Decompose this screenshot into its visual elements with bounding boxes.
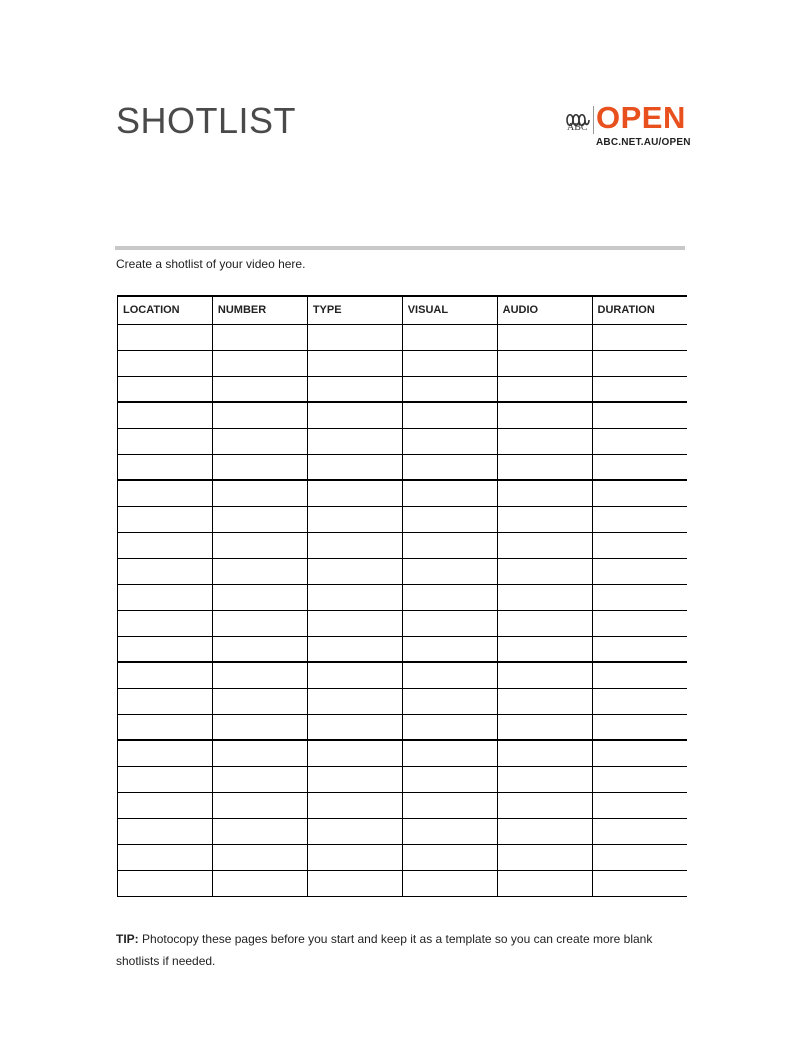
table-cell-type bbox=[307, 636, 402, 662]
table-cell-number bbox=[212, 766, 307, 792]
table-cell-duration bbox=[592, 350, 687, 376]
table-cell-location bbox=[118, 636, 213, 662]
table-cell-audio bbox=[497, 610, 592, 636]
table-cell-location bbox=[118, 350, 213, 376]
table-cell-duration bbox=[592, 714, 687, 740]
table-cell-audio bbox=[497, 636, 592, 662]
table-cell-number bbox=[212, 454, 307, 480]
table-cell-audio bbox=[497, 532, 592, 558]
table-cell-audio bbox=[497, 402, 592, 428]
table-cell-type bbox=[307, 766, 402, 792]
table-row bbox=[118, 402, 688, 428]
table-cell-duration bbox=[592, 870, 687, 896]
table-cell-location bbox=[118, 532, 213, 558]
table-cell-location bbox=[118, 766, 213, 792]
table-cell-visual bbox=[402, 584, 497, 610]
table-cell-duration bbox=[592, 532, 687, 558]
table-cell-number bbox=[212, 402, 307, 428]
table-cell-audio bbox=[497, 584, 592, 610]
table-cell-type bbox=[307, 428, 402, 454]
column-header-duration: DURATION bbox=[592, 296, 687, 324]
table-cell-visual bbox=[402, 428, 497, 454]
table-row bbox=[118, 324, 688, 350]
table-header-row bbox=[118, 296, 688, 324]
table-cell-duration bbox=[592, 324, 687, 350]
table-row bbox=[118, 454, 688, 480]
table-row bbox=[118, 740, 688, 766]
table-cell-duration bbox=[592, 688, 687, 714]
table-cell-type bbox=[307, 740, 402, 766]
table-cell-type bbox=[307, 610, 402, 636]
table-cell-duration bbox=[592, 454, 687, 480]
column-header-type: TYPE bbox=[307, 296, 402, 324]
table-cell-visual bbox=[402, 792, 497, 818]
table-cell-number bbox=[212, 558, 307, 584]
table-cell-duration bbox=[592, 428, 687, 454]
table-cell-type bbox=[307, 844, 402, 870]
table-cell-visual bbox=[402, 662, 497, 688]
table-cell-number bbox=[212, 428, 307, 454]
table-row bbox=[118, 428, 688, 454]
logo-open-text: OPEN bbox=[596, 100, 686, 135]
table-cell-visual bbox=[402, 844, 497, 870]
table-cell-audio bbox=[497, 714, 592, 740]
table-cell-number bbox=[212, 350, 307, 376]
table-cell-visual bbox=[402, 740, 497, 766]
table-cell-audio bbox=[497, 792, 592, 818]
logo-abc-text: ABC bbox=[567, 122, 588, 133]
table-cell-location bbox=[118, 818, 213, 844]
table-cell-number bbox=[212, 584, 307, 610]
table-cell-type bbox=[307, 402, 402, 428]
table-row bbox=[118, 844, 688, 870]
table-cell-number bbox=[212, 610, 307, 636]
table-row bbox=[118, 636, 688, 662]
table-cell-audio bbox=[497, 428, 592, 454]
table-cell-type bbox=[307, 792, 402, 818]
table-cell-audio bbox=[497, 818, 592, 844]
table-cell-duration bbox=[592, 506, 687, 532]
table-cell-duration bbox=[592, 844, 687, 870]
table-cell-location bbox=[118, 584, 213, 610]
table-row bbox=[118, 870, 688, 896]
table-row bbox=[118, 558, 688, 584]
table-row bbox=[118, 688, 688, 714]
table-cell-location bbox=[118, 740, 213, 766]
table-cell-number bbox=[212, 714, 307, 740]
table-row bbox=[118, 792, 688, 818]
table-cell-audio bbox=[497, 662, 592, 688]
table-row bbox=[118, 506, 688, 532]
table-cell-number bbox=[212, 376, 307, 402]
table-cell-duration bbox=[592, 766, 687, 792]
table-row bbox=[118, 480, 688, 506]
table-cell-duration bbox=[592, 636, 687, 662]
table-row bbox=[118, 584, 688, 610]
table-cell-type bbox=[307, 324, 402, 350]
table-cell-visual bbox=[402, 818, 497, 844]
table-cell-duration bbox=[592, 480, 687, 506]
table-cell-visual bbox=[402, 688, 497, 714]
table-row bbox=[118, 662, 688, 688]
column-header-visual: VISUAL bbox=[402, 296, 497, 324]
page-title: SHOTLIST bbox=[116, 100, 297, 141]
table-cell-duration bbox=[592, 610, 687, 636]
table-cell-type bbox=[307, 870, 402, 896]
table-row bbox=[118, 818, 688, 844]
table-row bbox=[118, 766, 688, 792]
abc-open-logo bbox=[565, 100, 691, 150]
table-row bbox=[118, 714, 688, 740]
table-cell-number bbox=[212, 324, 307, 350]
table-cell-location bbox=[118, 662, 213, 688]
table-row bbox=[118, 350, 688, 376]
logo-url: ABC.NET.AU/OPEN bbox=[596, 137, 691, 148]
table-cell-number bbox=[212, 662, 307, 688]
table-cell-type bbox=[307, 506, 402, 532]
table-cell-location bbox=[118, 480, 213, 506]
table-cell-duration bbox=[592, 740, 687, 766]
table-cell-number bbox=[212, 740, 307, 766]
table-row bbox=[118, 532, 688, 558]
table-cell-location bbox=[118, 506, 213, 532]
header-divider bbox=[115, 246, 685, 250]
column-header-audio: AUDIO bbox=[497, 296, 592, 324]
table-cell-location bbox=[118, 844, 213, 870]
table-cell-audio bbox=[497, 740, 592, 766]
table-cell-audio bbox=[497, 506, 592, 532]
table-cell-location bbox=[118, 324, 213, 350]
table-cell-duration bbox=[592, 662, 687, 688]
table-cell-duration bbox=[592, 818, 687, 844]
table-row bbox=[118, 610, 688, 636]
table-cell-location bbox=[118, 428, 213, 454]
table-cell-number bbox=[212, 532, 307, 558]
table-cell-location bbox=[118, 870, 213, 896]
table-cell-type bbox=[307, 350, 402, 376]
table-row bbox=[118, 376, 688, 402]
table-cell-duration bbox=[592, 376, 687, 402]
table-cell-visual bbox=[402, 350, 497, 376]
table-cell-visual bbox=[402, 376, 497, 402]
table-cell-audio bbox=[497, 376, 592, 402]
table-cell-type bbox=[307, 584, 402, 610]
column-header-number: NUMBER bbox=[212, 296, 307, 324]
table-cell-audio bbox=[497, 454, 592, 480]
table-cell-audio bbox=[497, 870, 592, 896]
table-cell-visual bbox=[402, 558, 497, 584]
shotlist-table-body bbox=[118, 324, 688, 896]
tip-label: TIP: bbox=[116, 932, 139, 946]
table-cell-visual bbox=[402, 506, 497, 532]
table-cell-audio bbox=[497, 324, 592, 350]
table-cell-visual bbox=[402, 610, 497, 636]
table-cell-number bbox=[212, 506, 307, 532]
table-cell-type bbox=[307, 558, 402, 584]
table-cell-audio bbox=[497, 766, 592, 792]
table-cell-type bbox=[307, 454, 402, 480]
table-cell-visual bbox=[402, 402, 497, 428]
table-cell-type bbox=[307, 714, 402, 740]
logo-divider bbox=[593, 106, 594, 134]
table-cell-duration bbox=[592, 584, 687, 610]
table-cell-visual bbox=[402, 870, 497, 896]
table-cell-visual bbox=[402, 766, 497, 792]
table-cell-type bbox=[307, 376, 402, 402]
table-cell-audio bbox=[497, 350, 592, 376]
intro-text: Create a shotlist of your video here. bbox=[116, 257, 306, 271]
table-cell-type bbox=[307, 662, 402, 688]
table-cell-number bbox=[212, 636, 307, 662]
table-cell-audio bbox=[497, 844, 592, 870]
table-cell-visual bbox=[402, 324, 497, 350]
table-cell-visual bbox=[402, 714, 497, 740]
table-cell-type bbox=[307, 818, 402, 844]
shotlist-table bbox=[117, 295, 687, 897]
table-cell-visual bbox=[402, 636, 497, 662]
table-cell-duration bbox=[592, 558, 687, 584]
table-cell-duration bbox=[592, 792, 687, 818]
table-cell-type bbox=[307, 480, 402, 506]
table-cell-location bbox=[118, 792, 213, 818]
table-cell-location bbox=[118, 714, 213, 740]
table-cell-location bbox=[118, 558, 213, 584]
table-cell-audio bbox=[497, 688, 592, 714]
table-cell-location bbox=[118, 454, 213, 480]
table-cell-number bbox=[212, 688, 307, 714]
tip-text: Photocopy these pages before you start and keep it as a template so you can create more blank shotlists if needed. bbox=[116, 932, 653, 968]
table-cell-number bbox=[212, 844, 307, 870]
tip-note bbox=[116, 928, 686, 972]
table-cell-type bbox=[307, 532, 402, 558]
table-cell-duration bbox=[592, 402, 687, 428]
table-cell-location bbox=[118, 610, 213, 636]
table-cell-location bbox=[118, 688, 213, 714]
column-header-location: LOCATION bbox=[118, 296, 213, 324]
table-cell-visual bbox=[402, 480, 497, 506]
table-cell-number bbox=[212, 870, 307, 896]
table-cell-audio bbox=[497, 558, 592, 584]
table-cell-number bbox=[212, 792, 307, 818]
table-cell-number bbox=[212, 480, 307, 506]
table-cell-visual bbox=[402, 532, 497, 558]
table-cell-type bbox=[307, 688, 402, 714]
table-cell-number bbox=[212, 818, 307, 844]
table-cell-audio bbox=[497, 480, 592, 506]
table-cell-location bbox=[118, 402, 213, 428]
table-cell-location bbox=[118, 376, 213, 402]
table-cell-visual bbox=[402, 454, 497, 480]
